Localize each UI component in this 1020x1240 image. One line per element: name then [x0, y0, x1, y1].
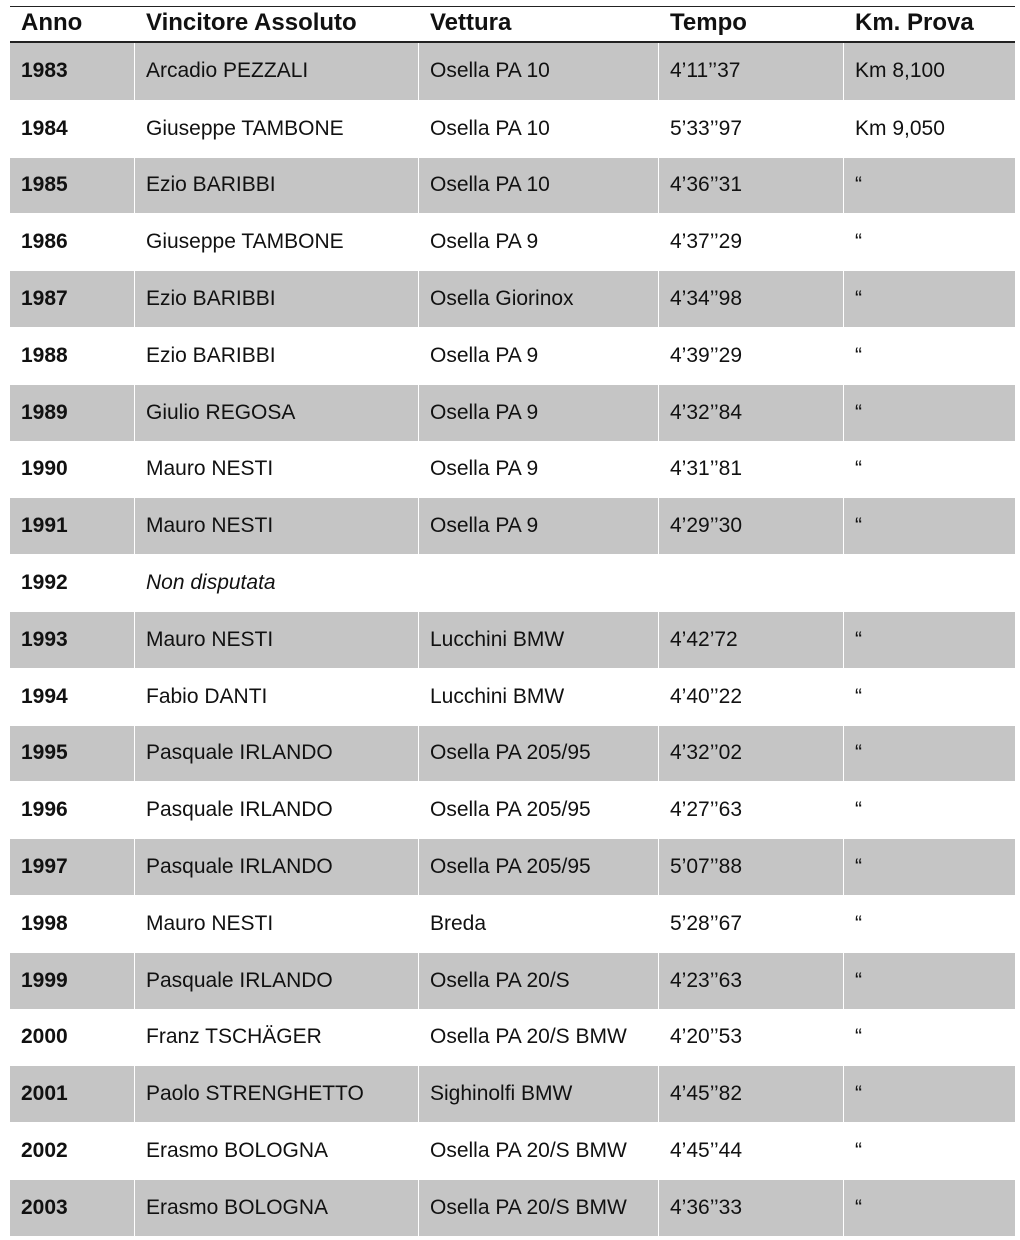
cell-vettura: Osella PA 9 — [419, 385, 659, 441]
cell-tempo: 4’11’’37 — [659, 43, 844, 100]
table-row — [10, 725, 1015, 782]
cell-vincitore: Giulio REGOSA — [135, 385, 419, 441]
cell-tempo: 5’07’’88 — [659, 839, 844, 895]
cell-vettura: Osella PA 20/S BMW — [419, 1010, 659, 1066]
cell-vincitore: Giuseppe TAMBONE — [135, 101, 419, 157]
cell-anno: 1994 — [10, 669, 135, 725]
header-tempo: Tempo — [659, 7, 844, 39]
cell-km-prova: “ — [855, 684, 862, 708]
cell-anno: 2003 — [10, 1180, 135, 1236]
cell-vincitore: Ezio BARIBBI — [135, 158, 419, 214]
cell-km-prova: “ — [855, 911, 862, 935]
cell-vincitore: Non disputata — [135, 555, 419, 611]
cell-tempo: 4’31’’81 — [659, 442, 844, 498]
table-row — [10, 270, 1015, 327]
table-row — [10, 781, 1015, 838]
cell-tempo: 4’20’’53 — [659, 1010, 844, 1066]
table-row — [10, 1179, 1015, 1236]
header-anno: Anno — [10, 7, 135, 39]
cell-vincitore: Pasquale IRLANDO — [135, 726, 419, 782]
cell-vincitore: Erasmo BOLOGNA — [135, 1180, 419, 1236]
cell-km-prova: Km 9,050 — [855, 116, 945, 140]
cell-tempo: 5’33’’97 — [659, 101, 844, 157]
cell-anno: 2000 — [10, 1010, 135, 1066]
cell-vettura: Osella PA 205/95 — [419, 839, 659, 895]
cell-km-prova: “ — [844, 726, 1015, 782]
cell-km-prova: “ — [855, 457, 862, 481]
cell-km-prova: “ — [844, 612, 1015, 668]
cell-anno: 1993 — [10, 612, 135, 668]
cell-tempo: 4’39’’29 — [659, 328, 844, 384]
table-row — [10, 838, 1015, 895]
cell-km-prova: “ — [844, 1180, 1015, 1236]
cell-anno: 1983 — [10, 43, 135, 100]
table-row — [10, 497, 1015, 554]
table-row — [10, 611, 1015, 668]
table-row — [10, 441, 1015, 498]
cell-km-prova: “ — [855, 1025, 862, 1049]
cell-vettura: Osella PA 10 — [419, 158, 659, 214]
cell-anno: 2002 — [10, 1123, 135, 1179]
cell-anno: 1995 — [10, 726, 135, 782]
cell-anno: 1999 — [10, 953, 135, 1009]
cell-tempo: 4’29’’30 — [659, 498, 844, 554]
table-row — [10, 952, 1015, 1009]
cell-vettura: Osella PA 10 — [419, 101, 659, 157]
cell-tempo: 4’37’’29 — [659, 214, 844, 270]
cell-vincitore: Ezio BARIBBI — [135, 271, 419, 327]
cell-vincitore: Mauro NESTI — [135, 498, 419, 554]
cell-km-prova: “ — [855, 343, 862, 367]
cell-km-prova: “ — [844, 158, 1015, 214]
cell-vincitore: Ezio BARIBBI — [135, 328, 419, 384]
cell-vincitore: Erasmo BOLOGNA — [135, 1123, 419, 1179]
cell-tempo — [659, 555, 844, 611]
cell-anno: 1987 — [10, 271, 135, 327]
table-row — [10, 1065, 1015, 1122]
table-row — [10, 554, 1015, 611]
table-row — [10, 100, 1015, 157]
cell-vettura: Breda — [419, 896, 659, 952]
table-row — [10, 384, 1015, 441]
cell-vincitore: Pasquale IRLANDO — [135, 839, 419, 895]
cell-anno: 2001 — [10, 1066, 135, 1122]
table-body — [10, 43, 1015, 1236]
header-km-prova: Km. Prova — [855, 9, 974, 36]
cell-vettura: Osella PA 205/95 — [419, 782, 659, 838]
cell-anno: 1985 — [10, 158, 135, 214]
table-header — [10, 7, 1015, 43]
cell-anno: 1991 — [10, 498, 135, 554]
cell-km-prova — [844, 555, 1015, 611]
cell-vettura: Osella PA 9 — [419, 214, 659, 270]
cell-anno: 1997 — [10, 839, 135, 895]
cell-vettura: Osella PA 20/S BMW — [419, 1123, 659, 1179]
cell-km-prova: “ — [855, 798, 862, 822]
cell-vincitore: Pasquale IRLANDO — [135, 782, 419, 838]
cell-tempo: 4’36’’33 — [659, 1180, 844, 1236]
cell-tempo: 4’45’’44 — [659, 1123, 844, 1179]
cell-km-prova: “ — [855, 1139, 862, 1163]
cell-vettura: Osella PA 20/S BMW — [419, 1180, 659, 1236]
table-row — [10, 43, 1015, 100]
cell-tempo: 4’27’’63 — [659, 782, 844, 838]
cell-tempo: 4’40’’22 — [659, 669, 844, 725]
cell-km-prova: Km 8,100 — [844, 43, 1015, 100]
table-row — [10, 327, 1015, 384]
cell-vettura — [419, 555, 659, 611]
cell-vincitore: Pasquale IRLANDO — [135, 953, 419, 1009]
cell-vettura: Lucchini BMW — [419, 612, 659, 668]
cell-vettura: Osella PA 9 — [419, 442, 659, 498]
table-row — [10, 213, 1015, 270]
cell-vettura: Osella PA 9 — [419, 328, 659, 384]
cell-km-prova: “ — [844, 498, 1015, 554]
cell-km-prova: “ — [855, 230, 862, 254]
cell-anno: 1986 — [10, 214, 135, 270]
cell-tempo: 4’32’’84 — [659, 385, 844, 441]
cell-tempo: 4’32’’02 — [659, 726, 844, 782]
table-row — [10, 1009, 1015, 1066]
table-row — [10, 668, 1015, 725]
cell-anno: 1988 — [10, 328, 135, 384]
cell-anno: 1992 — [10, 555, 135, 611]
cell-vincitore: Paolo STRENGHETTO — [135, 1066, 419, 1122]
cell-vettura: Osella PA 20/S — [419, 953, 659, 1009]
cell-vincitore: Mauro NESTI — [135, 612, 419, 668]
cell-vincitore: Mauro NESTI — [135, 896, 419, 952]
cell-vettura: Osella Giorinox — [419, 271, 659, 327]
cell-tempo: 5’28’’67 — [659, 896, 844, 952]
cell-vettura: Osella PA 205/95 — [419, 726, 659, 782]
cell-tempo: 4’45’’82 — [659, 1066, 844, 1122]
cell-km-prova: “ — [844, 385, 1015, 441]
cell-tempo: 4’36’’31 — [659, 158, 844, 214]
table-row — [10, 1122, 1015, 1179]
cell-km-prova: “ — [844, 953, 1015, 1009]
cell-tempo: 4’34’’98 — [659, 271, 844, 327]
cell-vettura: Lucchini BMW — [419, 669, 659, 725]
cell-vettura: Osella PA 9 — [419, 498, 659, 554]
cell-vincitore: Arcadio PEZZALI — [135, 43, 419, 100]
header-vettura: Vettura — [419, 7, 659, 39]
winners-table — [10, 6, 1015, 1236]
cell-km-prova: “ — [844, 839, 1015, 895]
cell-km-prova: “ — [844, 1066, 1015, 1122]
cell-vincitore: Giuseppe TAMBONE — [135, 214, 419, 270]
cell-vettura: Osella PA 10 — [419, 43, 659, 100]
cell-anno: 1984 — [10, 101, 135, 157]
cell-anno: 1989 — [10, 385, 135, 441]
cell-km-prova: “ — [844, 271, 1015, 327]
cell-vincitore: Franz TSCHÄGER — [135, 1010, 419, 1066]
table-row — [10, 895, 1015, 952]
cell-vincitore: Fabio DANTI — [135, 669, 419, 725]
header-vincitore: Vincitore Assoluto — [135, 7, 419, 39]
cell-anno: 1996 — [10, 782, 135, 838]
cell-vettura: Sighinolfi BMW — [419, 1066, 659, 1122]
cell-tempo: 4’23’’63 — [659, 953, 844, 1009]
cell-anno: 1998 — [10, 896, 135, 952]
table-row — [10, 157, 1015, 214]
cell-anno: 1990 — [10, 442, 135, 498]
cell-tempo: 4’42’72 — [659, 612, 844, 668]
cell-vincitore: Mauro NESTI — [135, 442, 419, 498]
